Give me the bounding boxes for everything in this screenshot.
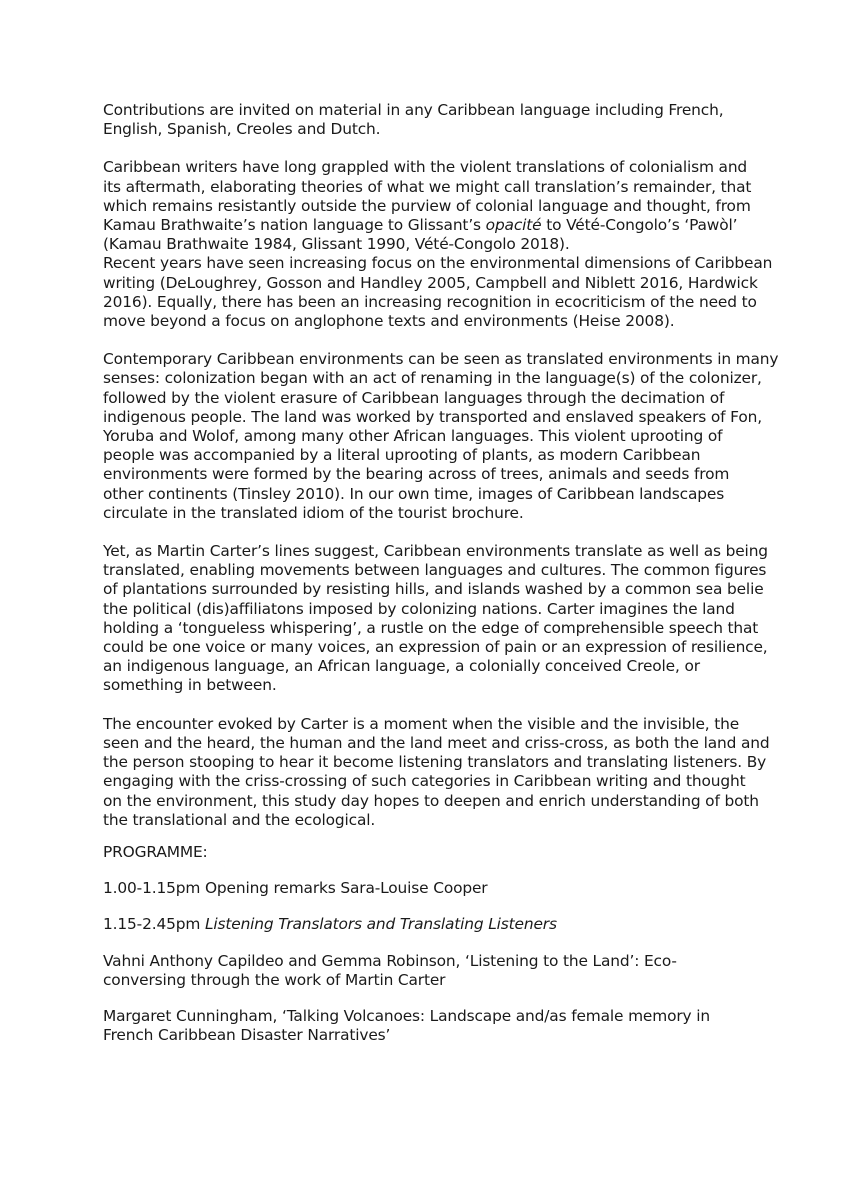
text-line: seen and the heard, the human and the land meet and criss-cross, as both the land and <box>103 733 770 752</box>
text-line: something in between. <box>103 676 277 695</box>
text-line: circulate in the translated idiom of the tourist brochure. <box>103 503 524 522</box>
text-line: indigenous people. The land was worked by transported and enslaved speakers of Fon, <box>103 407 762 426</box>
text-line: (Kamau Brathwaite 1984, Glissant 1990, Vété-Congolo 2018). <box>103 235 570 254</box>
text-line: Contributions are invited on material in any Caribbean language including French, <box>103 101 724 119</box>
text-line: The encounter evoked by Carter is a moment when the visible and the invisible, the <box>103 714 740 733</box>
text-line: of plantations surrounded by resisting hills, and islands washed by a common sea belie <box>103 580 764 599</box>
text-line <box>103 216 789 235</box>
text-line: translated, enabling movements between languages and cultures. The common figures <box>103 561 767 580</box>
text-line: the political (dis)affiliatons imposed by colonizing nations. Carter imagines the land <box>103 599 735 618</box>
text-line: Yoruba and Wolof, among many other African languages. This violent uprooting of <box>103 427 723 446</box>
text-line: the translational and the ecological. <box>103 810 376 829</box>
text-line: which remains resistantly outside the purview of colonial language and thought, from <box>103 196 751 215</box>
text-segment: to Vété-Congolo’s ‘Pawòl’ <box>541 216 738 235</box>
text-line: Vahni Anthony Capildeo and Gemma Robinson, ‘Listening to the Land’: Eco- <box>103 951 677 970</box>
text-line: engaging with the criss-crossing of such categories in Caribbean writing and thought <box>103 772 746 791</box>
carter-paragraph <box>103 542 789 696</box>
text-line: followed by the violent erasure of Caribbean languages through the decimation of <box>103 388 725 407</box>
text-line: Recent years have seen increasing focus on the environmental dimensions of Caribbean <box>103 254 773 273</box>
programme-talk-2 <box>103 1007 789 1045</box>
text-segment: Kamau Brathwaite’s nation language to Glissant’s <box>103 216 486 235</box>
text-line: holding a ‘tongueless whispering’, a rustle on the edge of comprehensible speech that <box>103 618 759 637</box>
text-line: people was accompanied by a literal uprooting of plants, as modern Caribbean <box>103 446 701 465</box>
text-line: move beyond a focus on anglophone texts and environments (Heise 2008). <box>103 312 675 331</box>
text-line: environments were formed by the bearing across of trees, animals and seeds from <box>103 465 730 484</box>
writers-paragraph <box>103 158 789 331</box>
environments-paragraph <box>103 350 789 523</box>
text-line: writing (DeLoughrey, Gosson and Handley 2005, Campbell and Niblett 2016, Hardwick <box>103 273 758 292</box>
text-line: other continents (Tinsley 2010). In our own time, images of Caribbean landscapes <box>103 484 725 503</box>
programme-talk-1 <box>103 952 789 990</box>
text-line: an indigenous language, an African language, a colonially conceived Creole, or <box>103 657 700 676</box>
text-line: could be one voice or many voices, an expression of pain or an expression of resilience, <box>103 638 768 657</box>
text-line: conversing through the work of Martin Carter <box>103 970 446 989</box>
text-line: English, Spanish, Creoles and Dutch. <box>103 120 381 139</box>
encounter-paragraph <box>103 715 789 830</box>
programme-heading: PROGRAMME: <box>103 842 208 861</box>
session-time: 1.15-2.45pm <box>103 915 205 934</box>
text-line: on the environment, this study day hopes to deepen and enrich understanding of both <box>103 791 759 810</box>
intro-paragraph <box>103 101 789 139</box>
text-line: senses: colonization began with an act of renaming in the language(s) of the colonizer, <box>103 369 762 388</box>
italic-term: opacité <box>485 216 542 235</box>
text-line: its aftermath, elaborating theories of what we might call translation’s remainder, that <box>103 177 752 196</box>
session-title: Listening Translators and Translating Listeners <box>204 915 557 934</box>
programme-item-opening: 1.00-1.15pm Opening remarks Sara-Louise Cooper <box>103 879 488 898</box>
text-line: Caribbean writers have long grappled with the violent translations of colonialism and <box>103 158 748 177</box>
text-line: French Caribbean Disaster Narratives’ <box>103 1026 391 1045</box>
text-line: Yet, as Martin Carter’s lines suggest, Caribbean environments translate as well as being <box>103 542 768 561</box>
text-line: the person stooping to hear it become listening translators and translating listeners. By <box>103 753 767 772</box>
text-line: Margaret Cunningham, ‘Talking Volcanoes: Landscape and/as female memory in <box>103 1006 710 1025</box>
programme-item-session <box>103 915 789 934</box>
text-line: Contemporary Caribbean environments can be seen as translated environments in many <box>103 350 779 369</box>
text-line: 2016). Equally, there has been an increasing recognition in ecocriticism of the need to <box>103 292 757 311</box>
